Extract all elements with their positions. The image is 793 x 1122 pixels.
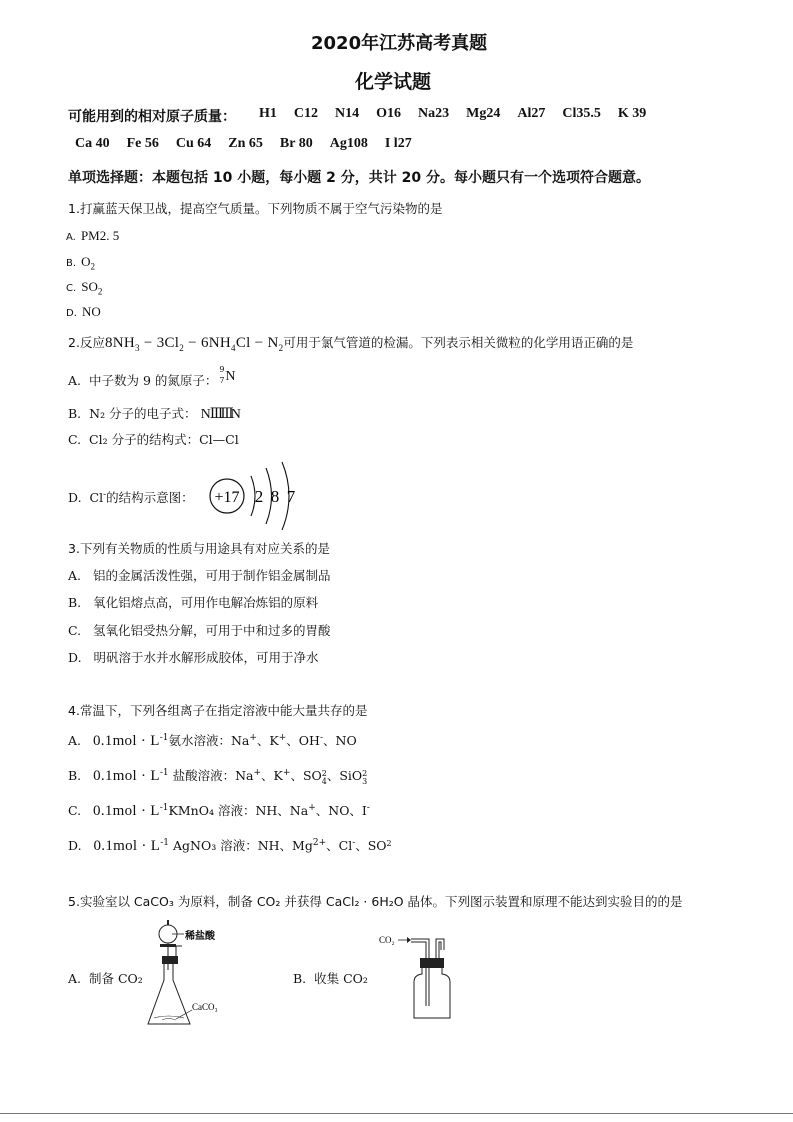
q4-option-letter: C. bbox=[68, 803, 82, 818]
q3-option-text: 氢氧化铝受热分解，可用于中和过多的胃酸 bbox=[93, 623, 331, 638]
q5-b-letter: B. bbox=[293, 971, 307, 986]
footer-divider bbox=[0, 1113, 793, 1114]
eq-sub: 4 bbox=[231, 343, 236, 353]
page-subtitle: 化学试题 bbox=[355, 71, 432, 93]
q4-option-rest: 、Cl bbox=[326, 838, 353, 853]
q2-equation bbox=[105, 335, 283, 351]
q1-option-letter: A. bbox=[66, 232, 76, 243]
co2-label: CO₂ bbox=[379, 935, 395, 945]
eq-sub: 2 bbox=[179, 343, 185, 353]
q1-option-subscript: 2 bbox=[97, 286, 103, 297]
bottle-stopper bbox=[420, 958, 444, 968]
q4-conc-sup: -1 bbox=[159, 732, 169, 743]
q2-b-letter: B. bbox=[68, 406, 82, 421]
q1-option-c bbox=[66, 276, 102, 297]
q3-option-a bbox=[68, 566, 330, 584]
q3-option-text: 氧化铝熔点高，可用作电解冶炼铝的原料 bbox=[93, 595, 319, 610]
acid-label: 稀盐酸 bbox=[185, 931, 215, 942]
q2-d-charge: - bbox=[103, 489, 107, 500]
solid-deposit bbox=[162, 1019, 176, 1021]
q3-option-letter: D. bbox=[68, 650, 82, 665]
q4-option-letter: D. bbox=[68, 838, 82, 853]
q2-c-text: Cl₂ 分子的结构式：Cl—Cl bbox=[89, 432, 239, 447]
ef-n1: N bbox=[200, 407, 210, 422]
q4-conc-sup: -1 bbox=[160, 837, 170, 848]
q4-option-rest: 、OH bbox=[286, 733, 320, 748]
q2-stem-post: 可用于氯气管道的检漏。下列表示相关微粒的化学用语正确的是 bbox=[283, 335, 634, 350]
q4-option-rest: 、K bbox=[256, 733, 279, 748]
masses-line-2 bbox=[75, 136, 412, 152]
question-4 bbox=[68, 701, 367, 719]
atomic-mass-item: Ag108 bbox=[329, 136, 368, 151]
q1-option-b bbox=[66, 251, 95, 272]
q5-stem: 实验室以 CaCO₃ 为原料，制备 CO₂ 并获得 CaCl₂ · 6H₂O 晶体。下列图示装置和原理不能达到实验目的的是 bbox=[79, 894, 683, 909]
q3-option-text: 明矾溶于水并水解形成胶体，可用于净水 bbox=[93, 650, 319, 665]
q1-option-d bbox=[66, 301, 101, 320]
q5-option-b bbox=[293, 969, 368, 987]
question-5 bbox=[68, 892, 683, 910]
q4-option-rest: 、NO bbox=[323, 733, 357, 748]
q4-option-b: B. $0.1mol \cdot L^{-1}$ 盐酸溶液：Na+、K+、SO2 4、SiO2 3 bbox=[68, 767, 368, 786]
q2-a-text: 中子数为 9 的氮原子： bbox=[88, 373, 218, 388]
q4-option-rest: 、K bbox=[261, 768, 283, 783]
eq-sub: 3 bbox=[135, 343, 140, 353]
page-title bbox=[311, 29, 487, 55]
q2-stem-pre: 反应 bbox=[79, 335, 105, 350]
q1-option-subscript: 2 bbox=[90, 261, 96, 272]
q3-option-letter: C. bbox=[68, 623, 82, 638]
q4-option-text: KMnO₄ 溶液：NH、Na bbox=[168, 803, 309, 818]
atomic-mass-item: H1 bbox=[259, 106, 277, 121]
q4-option-text: AgNO₃ 溶液：NH、Mg bbox=[173, 838, 313, 853]
nuclide-symbol bbox=[217, 365, 239, 388]
q1-option-text: NO bbox=[81, 304, 101, 319]
atomic-mass-item: Fe 56 bbox=[126, 136, 159, 151]
eq-part: 8NH bbox=[104, 335, 136, 351]
funnel-tap bbox=[160, 944, 176, 947]
atomic-mass-item: Ca 40 bbox=[75, 136, 110, 151]
nuclide-mass: 9 bbox=[219, 365, 225, 374]
q4-option-text: 氨水溶液：Na bbox=[168, 733, 250, 748]
q1-option-text: SO bbox=[81, 279, 98, 294]
q5-a-text: 制备 CO₂ bbox=[88, 971, 143, 986]
atomic-mass-item: Al27 bbox=[517, 106, 546, 121]
atomic-mass-item: Zn 65 bbox=[228, 136, 263, 151]
q4-option-d: D. $0.1mol \cdot L^{-1}$ AgNO₃ 溶液：NH、$Mg^{2+}$、Cl-、SO2 bbox=[68, 837, 392, 854]
title-year: 2020 bbox=[311, 33, 362, 54]
q1-option-text: O bbox=[81, 254, 91, 269]
apparatus-b-diagram bbox=[376, 928, 456, 1023]
q4-conc: 0.1mol · L bbox=[92, 733, 160, 749]
q1-option-letter: C. bbox=[66, 283, 77, 294]
question-3 bbox=[68, 539, 330, 557]
q2-b-text: N₂ 分子的电子式： bbox=[89, 406, 197, 421]
q3-option-c bbox=[68, 621, 331, 639]
q1-option-letter: D. bbox=[66, 308, 77, 319]
q3-option-b bbox=[68, 593, 318, 611]
eq-part: − 3Cl bbox=[139, 335, 180, 351]
caco3-label: CaCO₃ bbox=[192, 1002, 218, 1012]
q4-option-rest: 、SO bbox=[290, 768, 322, 783]
gas-bottle bbox=[414, 968, 450, 1018]
masses-label: 可能用到的相对原子质量： bbox=[68, 109, 236, 125]
q1-option-letter: B. bbox=[66, 258, 77, 269]
q3-option-letter: A. bbox=[68, 568, 82, 583]
q4-option-letter: B. bbox=[68, 768, 82, 783]
shell-electrons-2: 8 bbox=[270, 487, 280, 506]
q4-conc: 0.1mol · L bbox=[93, 838, 161, 854]
q4-conc-sup: -1 bbox=[159, 802, 169, 813]
ef-n2: N bbox=[230, 407, 240, 422]
atom-structure-diagram bbox=[206, 458, 306, 530]
q4-conc: 0.1mol · L bbox=[93, 768, 160, 784]
apparatus-a-diagram bbox=[140, 918, 250, 1033]
q2-option-b bbox=[68, 404, 240, 423]
outlet-tube-b-inner bbox=[439, 942, 441, 960]
q2-number: 2. bbox=[68, 335, 80, 350]
atomic-mass-item: I l27 bbox=[384, 136, 412, 151]
eq-part: Cl − N bbox=[235, 335, 279, 351]
question-1 bbox=[68, 199, 442, 217]
q2-c-letter: C. bbox=[68, 432, 82, 447]
shell-electrons-1: 2 bbox=[254, 487, 264, 506]
q4-option-letter: A. bbox=[68, 733, 82, 748]
title-rest: 年江苏高考真题 bbox=[361, 33, 488, 54]
q4-option-rest: 、SO bbox=[355, 838, 387, 853]
masses-line-1 bbox=[259, 106, 646, 122]
inlet-tube-inner bbox=[411, 942, 426, 1006]
q3-number: 3. bbox=[68, 541, 80, 556]
q4-number: 4. bbox=[68, 703, 80, 718]
flask-stopper bbox=[162, 956, 178, 964]
q4-option-rest: 、NO、I bbox=[315, 803, 367, 818]
q2-option-a bbox=[68, 365, 239, 389]
nuclide-number: 7 bbox=[219, 376, 225, 385]
shell-electrons-3: 7 bbox=[286, 487, 296, 506]
q5-b-text: 收集 CO₂ bbox=[314, 971, 368, 986]
q4-option-c: C. $0.1mol \cdot L^{-1}KMnO_4$ 溶液：NH、Na+、NO、I- bbox=[68, 802, 370, 819]
q1-option-text: PM2. 5 bbox=[80, 228, 120, 243]
eq-part: − 6NH bbox=[184, 335, 232, 351]
q3-stem: 下列有关物质的性质与用途具有对应关系的是 bbox=[79, 541, 330, 556]
q5-a-letter: A. bbox=[68, 971, 82, 986]
atomic-mass-item: K 39 bbox=[617, 106, 647, 121]
q3-option-d bbox=[68, 648, 319, 666]
q4-option-a: A. $0.1mol \cdot L^{-1}$氨水溶液：Na+、K+、OH-、NO bbox=[68, 732, 357, 749]
q2-a-letter: A. bbox=[68, 373, 82, 388]
nucleus-charge: +17 bbox=[214, 489, 240, 506]
q1-stem: 打赢蓝天保卫战，提高空气质量。下列物质不属于空气污染物的是 bbox=[79, 201, 443, 216]
q3-option-letter: B. bbox=[68, 595, 82, 610]
q4-option-rest: 、SiO bbox=[326, 768, 363, 783]
electron-formula: NⅢⅢN bbox=[200, 407, 240, 422]
section-instructions: 单项选择题：本题包括 10 小题，每小题 2 分，共计 20 分。每小题只有一个选项符合题意。 bbox=[68, 170, 650, 186]
q4-stem: 常温下，下列各组离子在指定溶液中能大量共存的是 bbox=[79, 703, 368, 718]
q2-d-text2: 的结构示意图： bbox=[106, 490, 194, 505]
q1-number: 1. bbox=[68, 201, 80, 216]
nuclide-letter: N bbox=[225, 369, 236, 384]
q1-option-a bbox=[66, 225, 119, 244]
q2-d-text: Cl bbox=[89, 490, 104, 505]
atomic-mass-item: N14 bbox=[335, 106, 360, 121]
q5-number: 5. bbox=[68, 894, 80, 909]
question-2 bbox=[68, 333, 633, 353]
q2-d-letter: D. bbox=[68, 490, 82, 505]
atomic-mass-item: Cu 64 bbox=[175, 136, 212, 151]
atomic-mass-item: C12 bbox=[293, 106, 319, 121]
q2-option-d bbox=[68, 488, 194, 506]
atomic-mass-item: Mg24 bbox=[466, 106, 501, 121]
atomic-mass-item: Na23 bbox=[418, 106, 450, 121]
q2-option-c bbox=[68, 430, 239, 448]
q4-conc: 0.1mol · L bbox=[93, 803, 160, 819]
atomic-mass-item: Cl35.5 bbox=[562, 106, 601, 121]
atomic-mass-item: Br 80 bbox=[279, 136, 313, 151]
eq-sub: 2 bbox=[278, 343, 284, 353]
q4-option-text: 盐酸溶液：Na bbox=[172, 768, 254, 783]
q3-option-text: 铝的金属活泼性强，可用于制作铝金属制品 bbox=[92, 568, 331, 583]
co2-arrow-head bbox=[407, 937, 411, 943]
atomic-mass-item: O16 bbox=[376, 106, 402, 121]
q5-option-a bbox=[68, 969, 143, 987]
caco3-leader bbox=[176, 1010, 192, 1019]
q4-conc-sup: -1 bbox=[159, 767, 169, 778]
